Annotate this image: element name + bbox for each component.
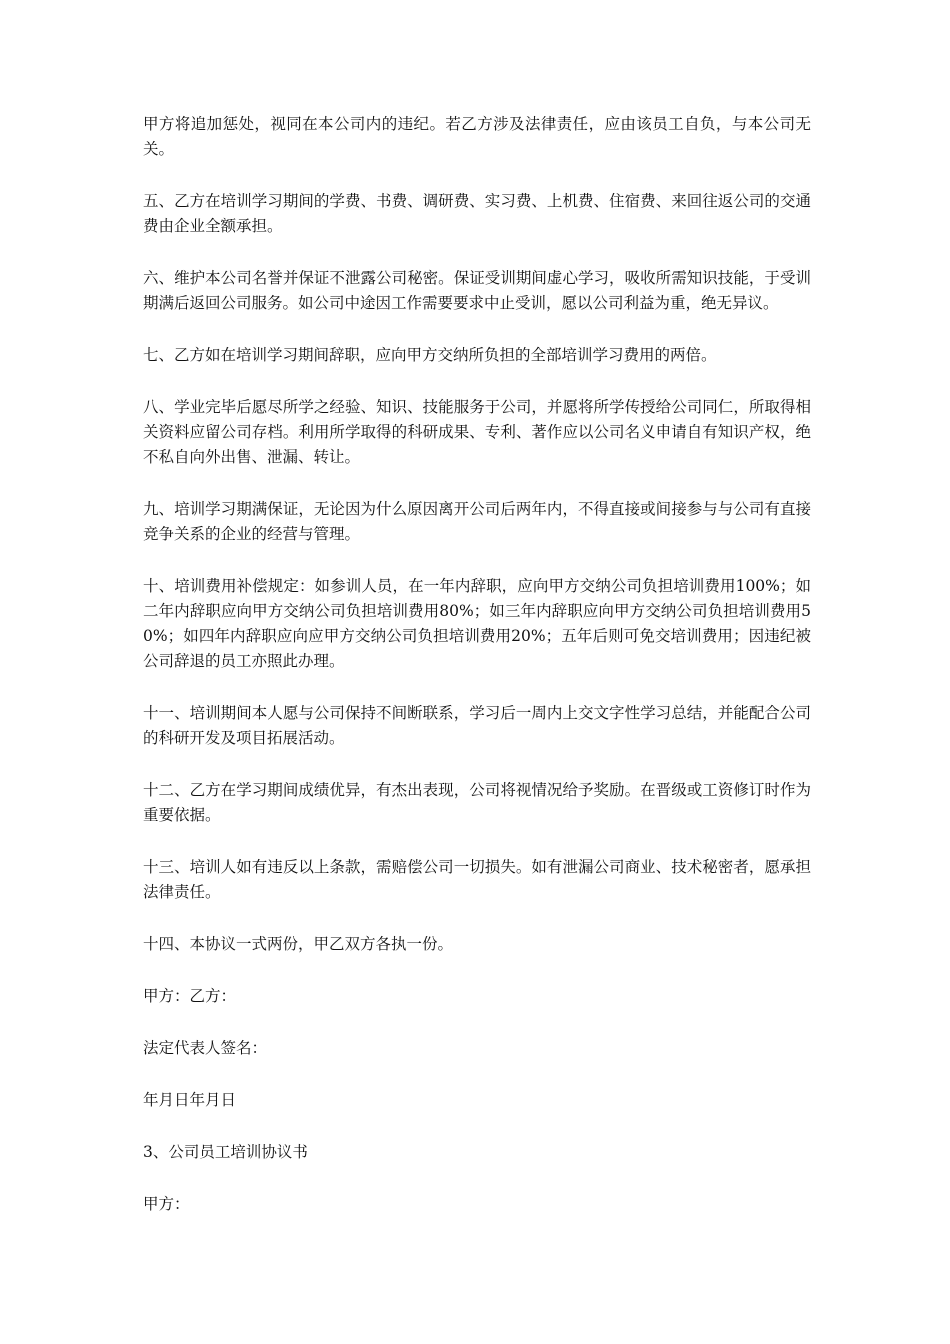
party-a-label: 甲方： [143, 1195, 190, 1213]
clause-10-cost-compensation: 十、培训费用补偿规定：如参训人员，在一年内辞职，应向甲方交纳公司负担培训费用100%；如二年内辞职应向甲方交纳公司负担培训费用80%；如三年内辞职应向甲方交纳公司负担培训费用50%；如四年内辞职应向应甲方交纳公司负担培训费用20%；五年后则可免交培训费用；因违纪被公司辞退的员工亦照此办理。 [143, 577, 811, 670]
document-body [143, 112, 811, 1244]
legal-rep-signature-line: 法定代表人签名： [143, 1039, 268, 1057]
clause-6-confidentiality: 六、维护本公司名誉并保证不泄露公司秘密。保证受训期间虚心学习，吸收所需知识技能，于受训期满后返回公司服务。如公司中途因工作需要要求中止受训，愿以公司利益为重，绝无异议。 [143, 269, 811, 312]
date-line: 年月日年月日 [143, 1091, 237, 1109]
clause-7-resignation: 七、乙方如在培训学习期间辞职，应向甲方交纳所负担的全部培训学习费用的两倍。 [143, 346, 717, 364]
clause-5-costs: 五、乙方在培训学习期间的学费、书费、调研费、实习费、上机费、住宿费、来回往返公司的交通费由企业全额承担。 [143, 192, 811, 235]
clause-12-rewards: 十二、乙方在学习期间成绩优异，有杰出表现，公司将视情况给予奖励。在晋级或工资修订时作为重要依据。 [143, 781, 811, 824]
clause-8-knowledge-sharing: 八、学业完毕后愿尽所学之经验、知识、技能服务于公司，并愿将所学传授给公司同仁，所取得相关资料应留公司存档。利用所学取得的科研成果、专利、著作应以公司名义申请自有知识产权，绝不私自向外出售、泄漏、转让。 [143, 398, 811, 466]
paragraph-penalty-continuation: 甲方将追加惩处，视同在本公司内的违纪。若乙方涉及法律责任，应由该员工自负，与本公司无关。 [143, 115, 811, 158]
clause-9-non-compete: 九、培训学习期满保证，无论因为什么原因离开公司后两年内，不得直接或间接参与与公司有直接竞争关系的企业的经营与管理。 [143, 500, 811, 543]
clause-11-contact: 十一、培训期间本人愿与公司保持不间断联系，学习后一周内上交文字性学习总结，并能配合公司的科研开发及项目拓展活动。 [143, 704, 811, 747]
section-heading: 3、公司员工培训协议书 [143, 1143, 308, 1161]
clause-14-copies: 十四、本协议一式两份，甲乙双方各执一份。 [143, 935, 454, 953]
clause-13-violations: 十三、培训人如有违反以上条款，需赔偿公司一切损失。如有泄漏公司商业、技术秘密者，愿承担法律责任。 [143, 858, 811, 901]
party-signature-line: 甲方：乙方： [143, 987, 237, 1005]
